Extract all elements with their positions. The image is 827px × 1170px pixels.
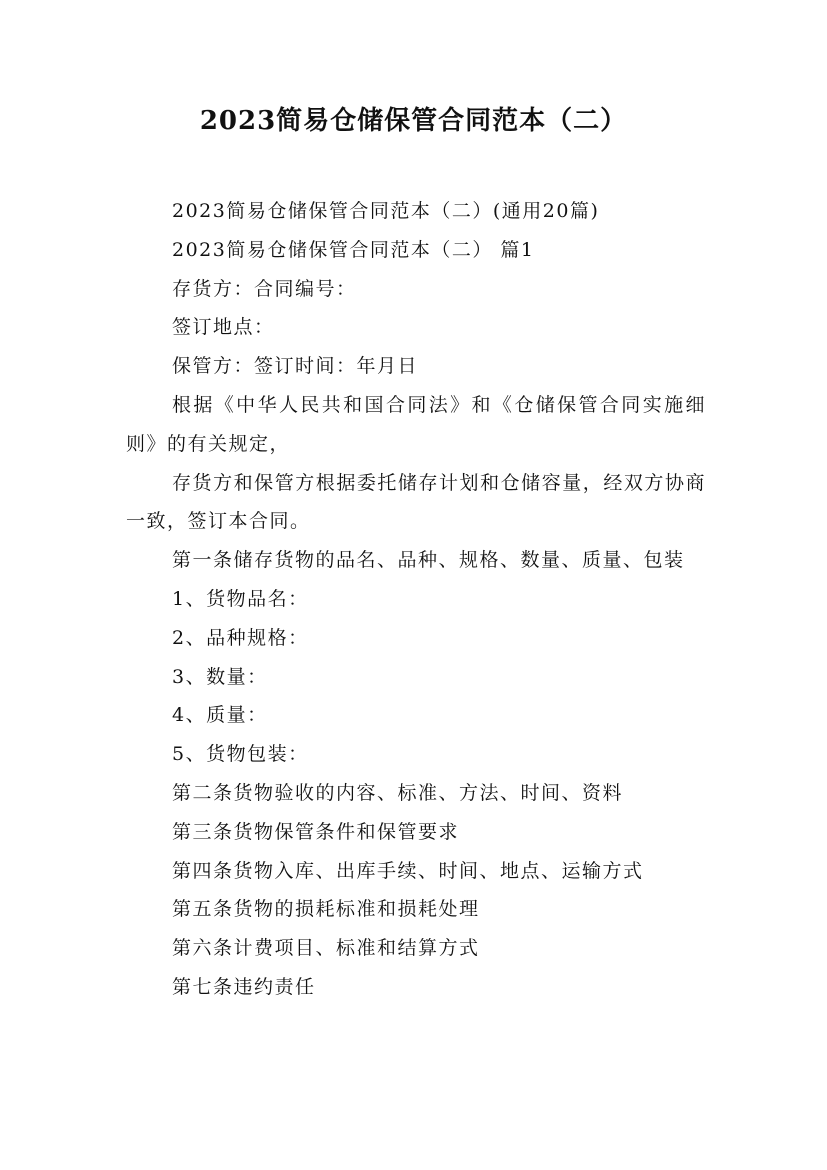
article-heading: 第六条计费项目、标准和结算方式 — [172, 937, 480, 960]
article-heading: 第七条违约责任 — [172, 975, 316, 998]
article-heading: 第二条货物验收的内容、标准、方法、时间、资料 — [172, 781, 624, 804]
document-body — [126, 192, 706, 1007]
list-item: 4、质量： — [172, 704, 268, 727]
custodian-line: 保管方：签订时间：年月日 — [172, 355, 419, 378]
list-item: 1、货物品名： — [172, 587, 309, 610]
legal-basis-paragraph: 根据《中华人民共和国合同法》和《仓储保管合同实施细则》的有关规定， — [126, 393, 706, 455]
article-heading: 第四条货物入库、出库手续、时间、地点、运输方式 — [172, 859, 644, 882]
list-item: 5、货物包装： — [172, 743, 309, 766]
list-item: 3、数量： — [172, 665, 268, 688]
document-title: 2023简易仓储保管合同范本（二） — [199, 106, 628, 136]
agreement-paragraph: 存货方和保管方根据委托储存计划和仓储容量，经双方协商一致，签订本合同。 — [126, 471, 706, 533]
article-1-heading: 第一条储存货物的品名、品种、规格、数量、质量、包装 — [172, 549, 685, 572]
depositor-line: 存货方：合同编号： — [172, 277, 357, 300]
signing-place-line: 签订地点： — [172, 316, 275, 339]
article-heading: 第五条货物的损耗标准和损耗处理 — [172, 898, 480, 921]
subtitle-line: 2023简易仓储保管合同范本（二）(通用20篇) — [172, 200, 600, 222]
article-heading: 第三条货物保管条件和保管要求 — [172, 820, 460, 843]
section-heading: 2023简易仓储保管合同范本（二） 篇1 — [172, 238, 535, 261]
list-item: 2、品种规格： — [172, 626, 309, 649]
